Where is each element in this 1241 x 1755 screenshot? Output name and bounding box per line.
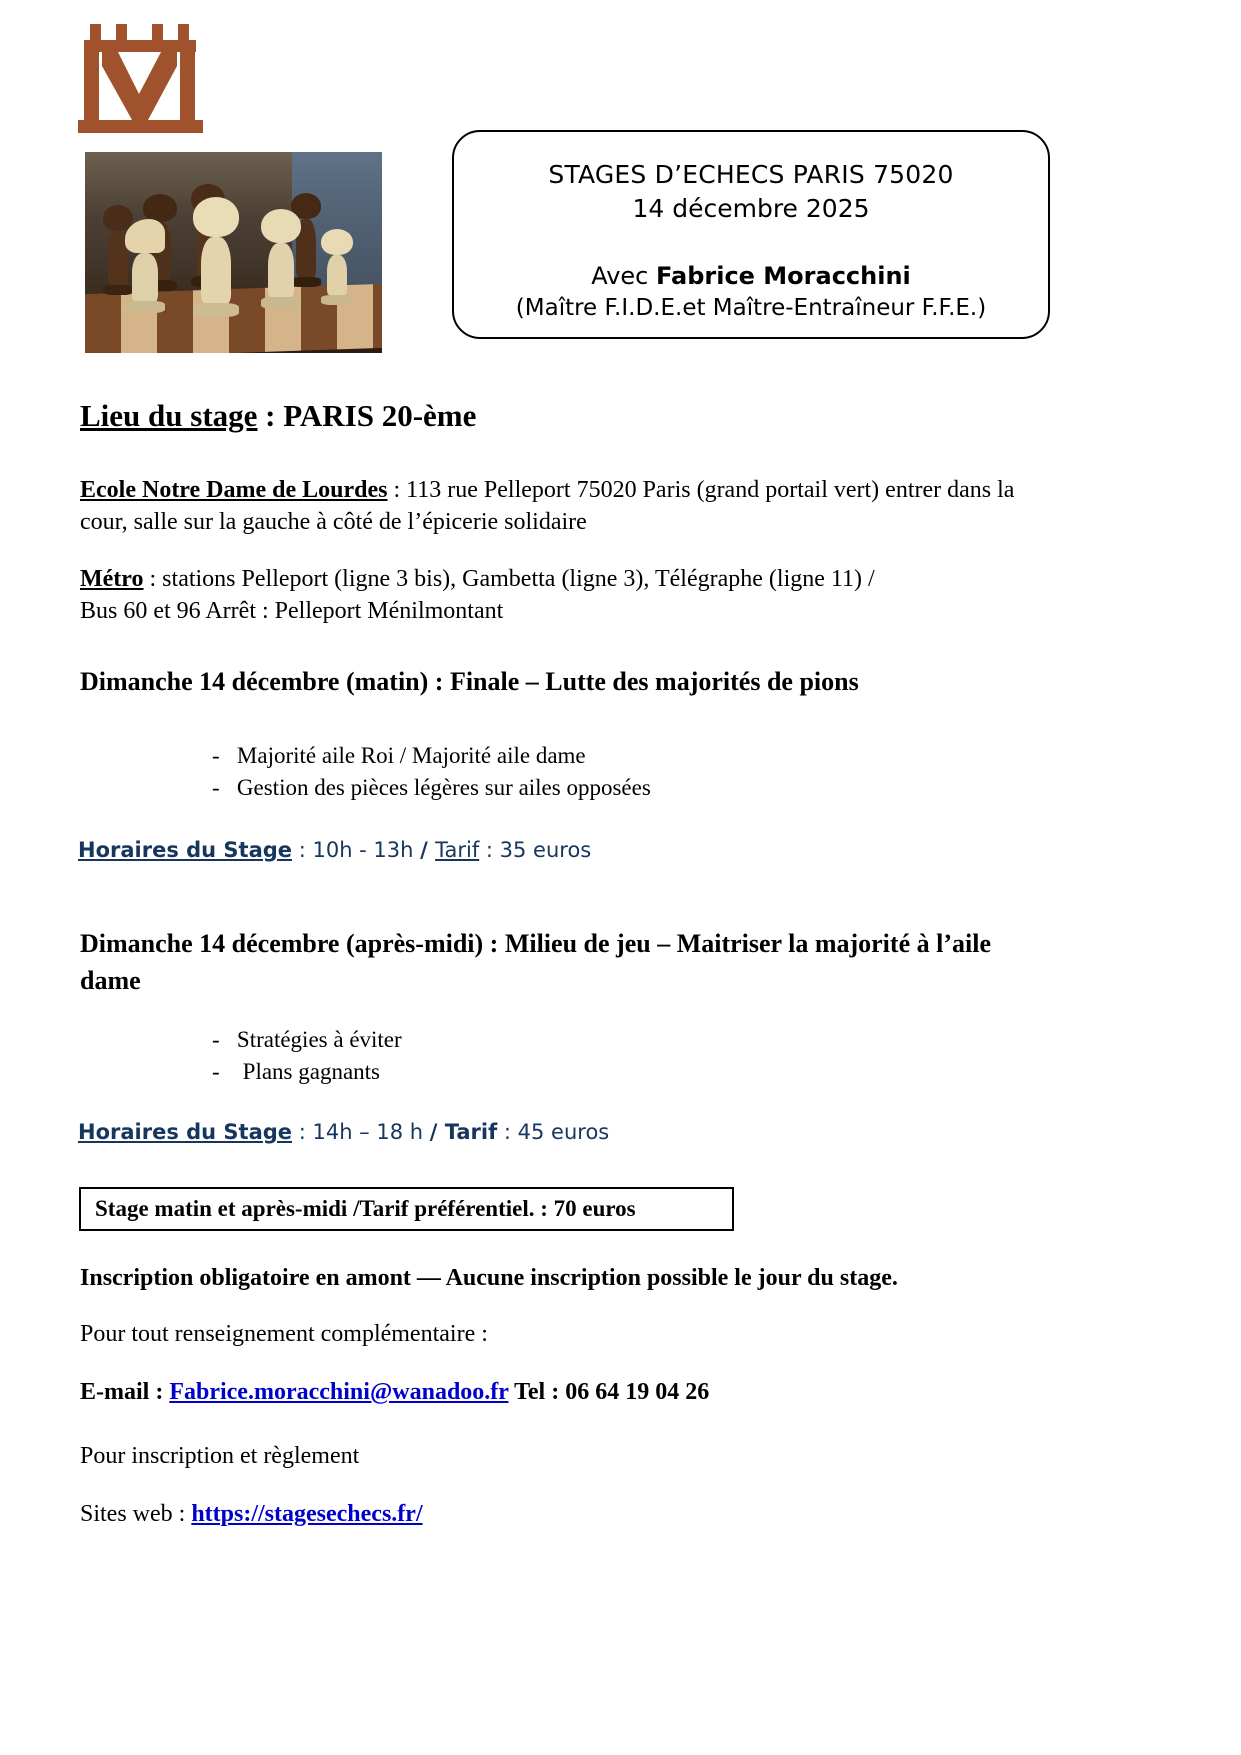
session-2-separator: / [429,1120,445,1144]
venue-school-text: : 113 rue Pelleport 75020 Paris (grand portail vert) entrer dans la cour, salle sur la gauche à côté de l’épicerie solidaire [80,477,1015,535]
session-1-tarif-value: : 35 euros [479,838,592,862]
bus-text: Bus 60 et 96 Arrêt : Pelleport Ménilmontant [80,598,504,624]
website-link[interactable]: https://stagesechecs.fr/ [191,1501,423,1527]
coach-name: Fabrice Moracchini [656,262,911,290]
header-title-box [452,130,1050,339]
venue-heading [80,398,476,434]
event-date: 14 décembre 2025 [632,194,870,223]
registration-line: Pour inscription et règlement [80,1443,360,1469]
session-1-bullets [212,740,651,804]
venue-heading-rest: : PARIS 20-ème [257,398,477,433]
metro-label: Métro [80,566,144,592]
chess-pieces-photo [85,152,382,353]
venue-school [80,474,1040,538]
coach-line [454,260,1048,292]
venue-school-label: Ecole Notre Dame de Lourdes [80,477,388,503]
session-1-hours [78,838,591,862]
list-item: - Majorité aile Roi / Majorité aile dame [212,743,586,768]
list-item: - Stratégies à éviter [212,1027,402,1052]
metro-text: : stations Pelleport (ligne 3 bis), Gambetta (ligne 3), Télégraphe (ligne 11) / [143,566,875,592]
session-2-title: Dimanche 14 décembre (après-midi) : Milieu de jeu – Maitriser la majorité à l’aile dame [80,929,991,995]
session-2-hours-value: : 14h – 18 h [292,1120,430,1144]
phone-number: Tel : 06 64 19 04 26 [508,1379,710,1405]
session-1-separator: / [420,838,436,862]
coach-credentials: (Maître F.I.D.E.et Maître-Entraîneur F.F.E.) [515,295,987,321]
coach-prefix: Avec [591,262,657,290]
session-2-hours [78,1120,609,1144]
event-title: STAGES D’ECHECS PARIS 75020 [548,160,954,189]
combined-price-box: Stage matin et après-midi /Tarif préférentiel. : 70 euros [79,1187,734,1231]
website-label: Sites web : [80,1501,192,1527]
organization-logo [78,22,203,134]
website-line [80,1498,423,1530]
info-line: Pour tout renseignement complémentaire : [80,1321,488,1347]
session-1-hours-label: Horaires du Stage [78,838,293,862]
chess-piece-light-knight [125,219,165,313]
list-item: - Plans gagnants [212,1059,381,1084]
session-2-hours-label: Horaires du Stage [78,1120,293,1144]
chess-piece-light-queen [193,197,239,317]
list-item: - Gestion des pièces légères sur ailes opposées [212,775,651,800]
session-1-title: Dimanche 14 décembre (matin) : Finale – Lutte des majorités de pions [80,667,859,696]
session-2-tarif-value: : 45 euros [497,1120,610,1144]
chess-piece-light-bishop [261,209,301,309]
contact-line [80,1376,709,1408]
session-2-tarif-label: Tarif [444,1120,498,1144]
session-1-tarif-label: Tarif [435,838,480,862]
chess-piece-light-pawn [321,229,353,305]
venue-heading-label: Lieu du stage [80,398,258,433]
inscription-notice: Inscription obligatoire en amont — Aucune inscription possible le jour du stage. [80,1265,898,1291]
email-label: E-mail : [80,1379,170,1405]
session-1-hours-value: : 10h - 13h [292,838,421,862]
session-2-bullets [212,1024,402,1088]
venue-transport [80,563,1060,627]
email-link[interactable]: Fabrice.moracchini@wanadoo.fr [169,1379,509,1405]
